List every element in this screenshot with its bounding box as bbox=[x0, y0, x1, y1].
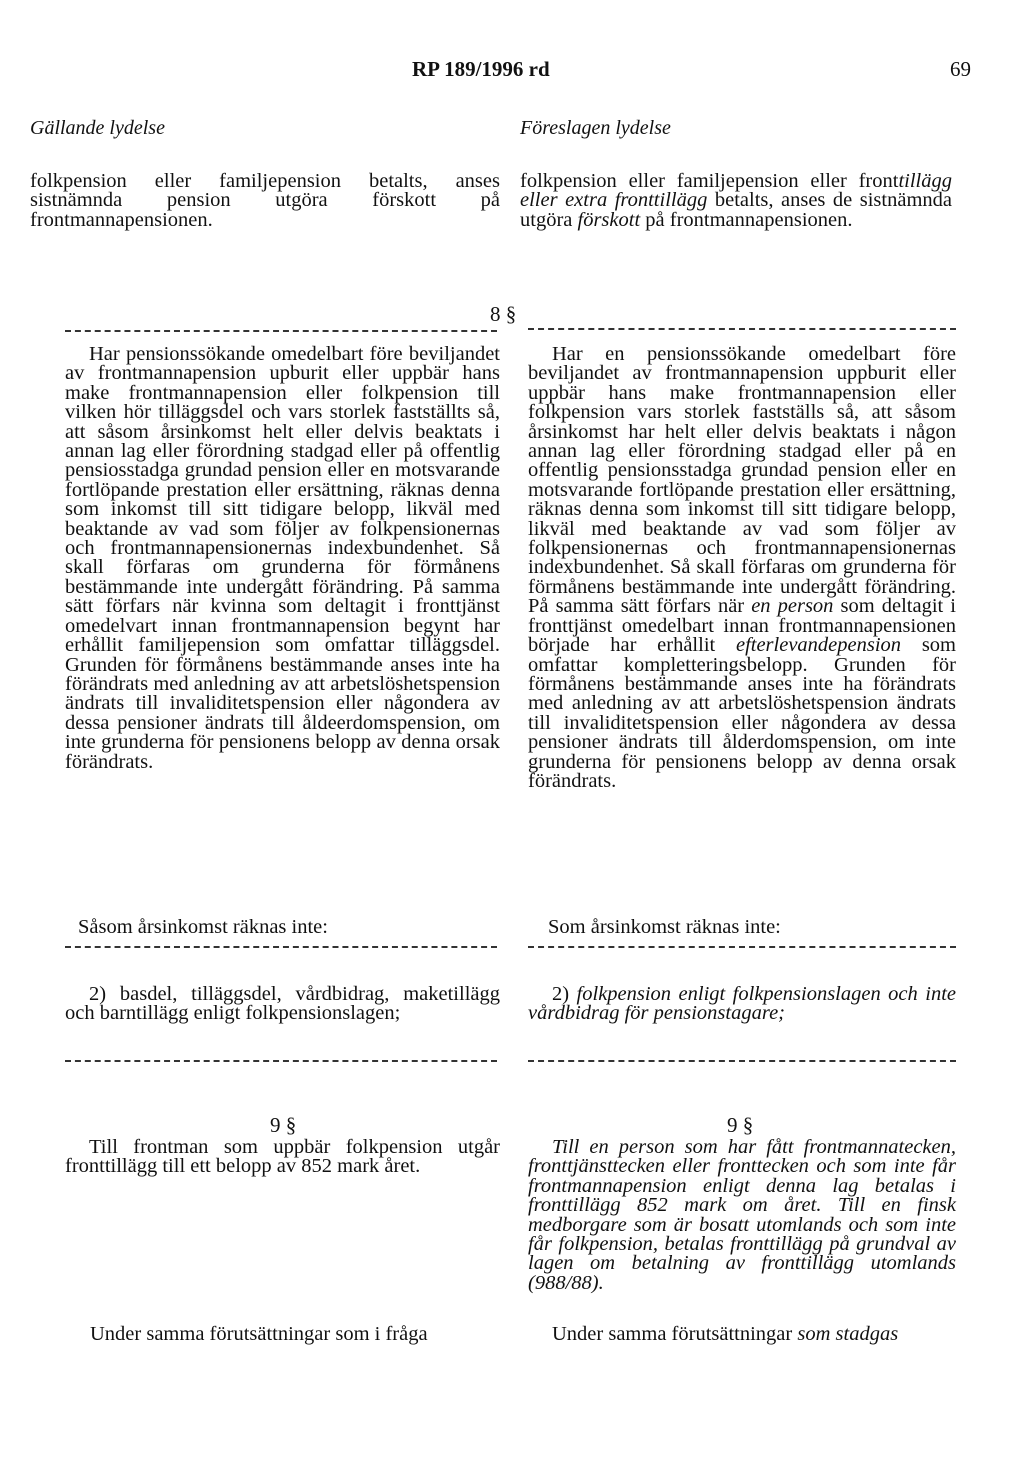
page-header bbox=[0, 57, 1024, 85]
section-8-left-item-2: 2) basdel, tilläggsdel, vårdbidrag, maketillägg och barntillägg enligt folkpensionslagen; bbox=[65, 983, 500, 1025]
section-8-right-item-2-number: 2) bbox=[552, 983, 577, 1005]
right-top-tail: på frontmannapensionen. bbox=[640, 208, 853, 231]
right-top-paragraph: folkpension eller familjepension eller fronttillägg eller extra fronttillägg betalts, anses de sistnämnda utgöra förskott på frontmannapensionen. bbox=[520, 170, 952, 231]
section-8-right-text bbox=[528, 345, 956, 791]
right-top-italic: tillägg eller extra fronttillägg bbox=[520, 170, 952, 212]
section-9-right-last-plain: Under samma förutsättningar bbox=[552, 1323, 798, 1345]
section-9-right-last-italic: som stadgas bbox=[797, 1323, 899, 1345]
right-dash-rule-1 bbox=[528, 328, 956, 330]
section-9-right-last-line bbox=[552, 1325, 962, 1344]
section-8-label: 8 § bbox=[490, 302, 517, 326]
section-9-right-text: Till en person som har fått frontmannatecken, fronttjänsttecken eller fronttecken och som inte får frontmannapension enligt denna lag betalas i fronttillägg 852 mark om året. Till en finsk medborgare som är bosatt utomlands och som inte får folkpension, betalas fronttillägg på grundval av lagen om betalning av fronttillägg utomlands (988/88). bbox=[528, 1136, 956, 1294]
left-top-paragraph: folkpension eller familjepension betalts, anses sistnämnda pension utgöra förskott på frontmannapensionen. bbox=[30, 170, 500, 231]
section-9-left-text: Till frontman som uppbär folkpension utgår fronttillägg till ett belopp av 852 mark året. bbox=[65, 1136, 500, 1178]
section-9-right-label: 9 § bbox=[727, 1113, 754, 1137]
section-8-right-subheading: Som årsinkomst räknas inte: bbox=[548, 916, 781, 938]
section-8-right-part-b: som deltagit i fronttjänst omedelbart innan frontmannapensionen började har erhållit bbox=[528, 595, 956, 657]
section-8-right-item-2-text: folkpension enligt folkpensionslagen och inte vårdbidrag för pensionstagare; bbox=[528, 983, 956, 1025]
section-8-right-part-c: som omfattar kompletteringsbelopp. Grunden för förmånens bestämmande anses inte ha förändrats med anledning av att arbetslöshetspension ändrats till invaliditetspension eller någondera av dessa pensioner ändrats till ålderdomspension, om inte grunderna för pensionens belopp av denna orsak förändrats. bbox=[528, 634, 956, 792]
section-8-right-item-2 bbox=[528, 985, 956, 1024]
left-dash-rule-1 bbox=[65, 330, 497, 332]
right-dash-rule-2 bbox=[528, 946, 956, 948]
section-8-right-italic-1: en person bbox=[751, 595, 834, 618]
section-8-left-subheading: Såsom årsinkomst räknas inte: bbox=[78, 916, 328, 938]
section-9-left-label: 9 § bbox=[270, 1113, 297, 1137]
right-dash-rule-3 bbox=[528, 1060, 956, 1062]
page-number: 69 bbox=[950, 57, 971, 81]
left-column-heading: Gällande lydelse bbox=[30, 117, 165, 139]
left-dash-rule-3 bbox=[65, 1060, 497, 1062]
right-top-forskott: förskott bbox=[577, 208, 641, 231]
section-9-left-last-line: Under samma förutsättningar som i fråga bbox=[90, 1323, 428, 1345]
section-8-right-part-a: Har en pensionssökande omedelbart före beviljandet av frontmannapension uppburit eller uppbär hans make frontmannapension eller folkpension vars storlek fastställs så, att såsom årsinkomst har helt eller delvis beaktats i någon annan lag eller förordning stadgad eller på en offentlig pensionsstadga grundad pension eller en motsvarande fortlöpande prestation eller ersättning, räknas denna som inkomst till sitt tidigare belopp, likväl med beaktande av vad som följer av folkpensionernas och frontmannapensionernas indexbundenhet. Så skall förfaras om grunderna för förmånens bestämmande inte undergått förändring. På samma sätt förfars när bbox=[528, 343, 956, 618]
section-8-left-text: Har pensionssökande omedelbart före beviljandet av frontmannapension upburit eller uppbär hans make frontmannapension eller folkpension till vilken hör tilläggsdel och vars storlek fastställts så, att såsom årsinkomst helt eller delvis beaktats i annan lag eller förordning stadgad eller på offentlig pensiosstadga grundad pension eller en motsvarande fortlöpande prestation eller ersättning, räknas denna som inkomst till sitt tidigare belopp, likväl med beaktande av vad som följer av folkpensionernas och frontmannapensionernas indexbundenhet. Så skall förfaras om grunderna för förmånens bestämmande inte undergått förändring. På samma sätt förfars när kvinna som deltagit i fronttjänst omedelvart innan frontmannapension begynt har erhållit familjepension som omfattar tilläggsdel. Grunden för förmånens bestämmande anses inte ha förändrats med anledning av att arbetslöshetspension ändrats till invaliditetspension eller någondera av dessa pensioner ändrats till åldeerdomspension, om inte grunderna för pensionens belopp av denna orsak förändrats. bbox=[65, 343, 500, 773]
left-dash-rule-2 bbox=[65, 946, 497, 948]
document-reference: RP 189/1996 rd bbox=[412, 57, 550, 81]
section-8-right-italic-2: efterlevandepension bbox=[735, 634, 902, 657]
right-column-heading: Föreslagen lydelse bbox=[520, 117, 671, 139]
